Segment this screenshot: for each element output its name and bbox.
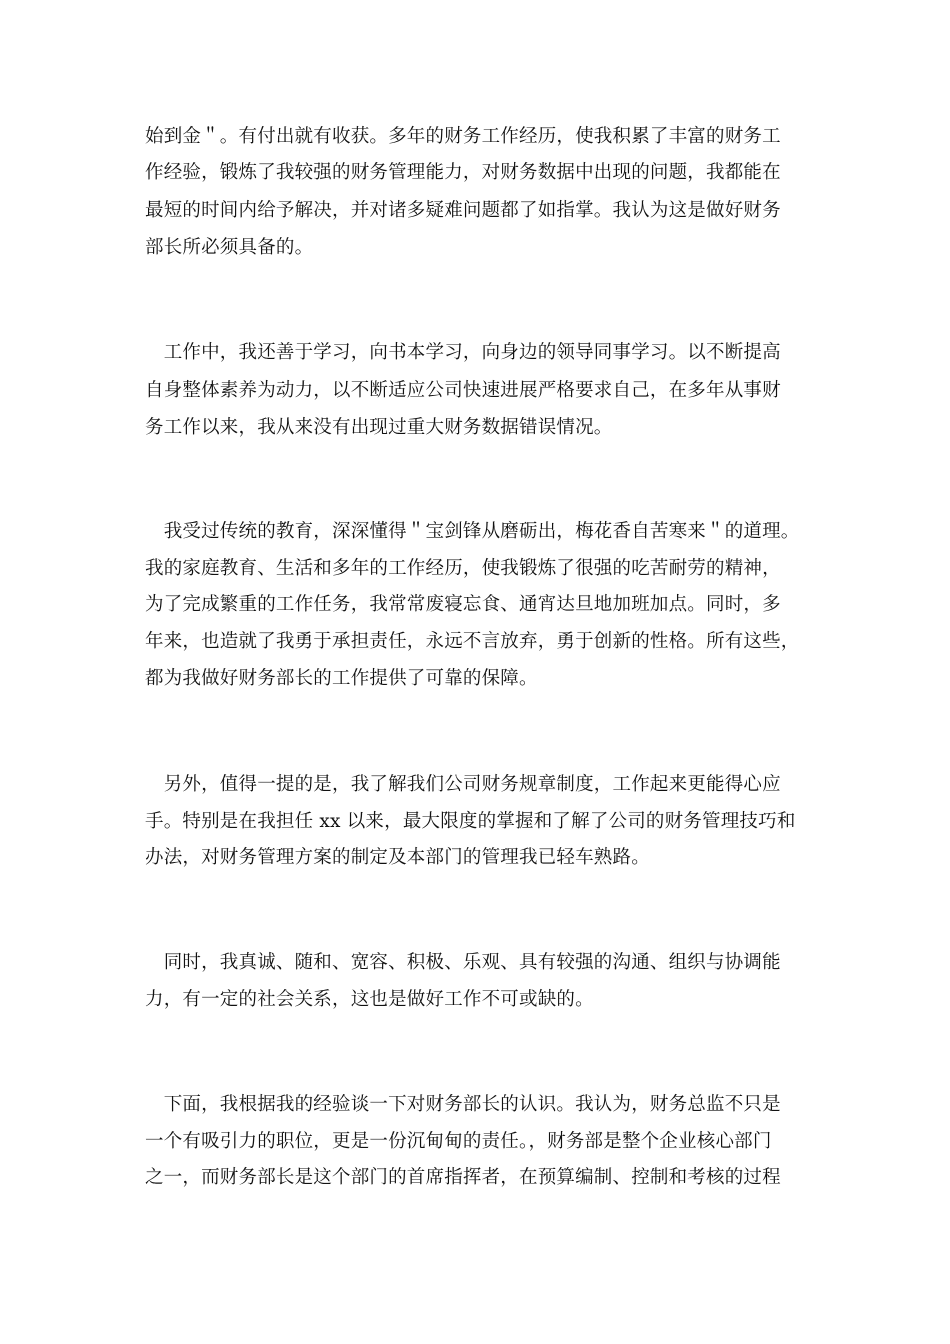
text-line: 年来，也造就了我勇于承担责任，永远不言放弃，勇于创新的性格。所有这些， [145, 631, 800, 652]
text-line: 为了完成繁重的工作任务，我常常废寝忘食、通宵达旦地加班加点。同时，多 [145, 594, 781, 615]
text-line: 办法，对财务管理方案的制定及本部门的管理我已轻车熟路。 [145, 847, 650, 868]
text-line: 都为我做好财务部长的工作提供了可靠的保障。 [145, 668, 538, 689]
text-line: 手。特别是在我担任 xx 以来，最大限度的掌握和了解了公司的财务管理技巧和 [145, 811, 796, 832]
text-line: 同时，我真诚、随和、宽容、积极、乐观、具有较强的沟通、组织与协调能 [145, 952, 781, 973]
text-line: 工作中，我还善于学习，向书本学习，向身边的领导同事学习。以不断提高 [145, 342, 781, 363]
text-line: 部长所必须具备的。 [145, 237, 314, 258]
text-line: 自身整体素养为动力，以不断适应公司快速进展严格要求自己，在多年从事财 [145, 380, 781, 401]
text-line: 另外，值得一提的是，我了解我们公司财务规章制度，工作起来更能得心应 [145, 774, 781, 795]
text-line: 一个有吸引力的职位，更是一份沉甸甸的责任。，财务部是整个企业核心部门 [145, 1131, 772, 1152]
text-line: 我的家庭教育、生活和多年的工作经历，使我锻炼了很强的吃苦耐劳的精神， [145, 558, 781, 579]
text-line: 力，有一定的社会关系，这也是做好工作不可或缺的。 [145, 989, 594, 1010]
text-line: 我受过传统的教育，深深懂得＂宝剑锋从磨砺出，梅花香自苦寒来＂的道理。 [145, 521, 800, 542]
text-line: 始到金＂。有付出就有收获。多年的财务工作经历，使我积累了丰富的财务工 [145, 126, 781, 147]
text-line: 最短的时间内给予解决，并对诸多疑难问题都了如指掌。我认为这是做好财务 [145, 200, 781, 221]
text-line: 务工作以来，我从来没有出现过重大财务数据错误情况。 [145, 417, 613, 438]
text-line: 下面，我根据我的经验谈一下对财务部长的认识。我认为，财务总监不只是 [145, 1094, 781, 1115]
text-line: 之一，而财务部长是这个部门的首席指挥者，在预算编制、控制和考核的过程 [145, 1167, 781, 1188]
text-line: 作经验，锻炼了我较强的财务管理能力，对财务数据中出现的问题，我都能在 [145, 162, 781, 183]
